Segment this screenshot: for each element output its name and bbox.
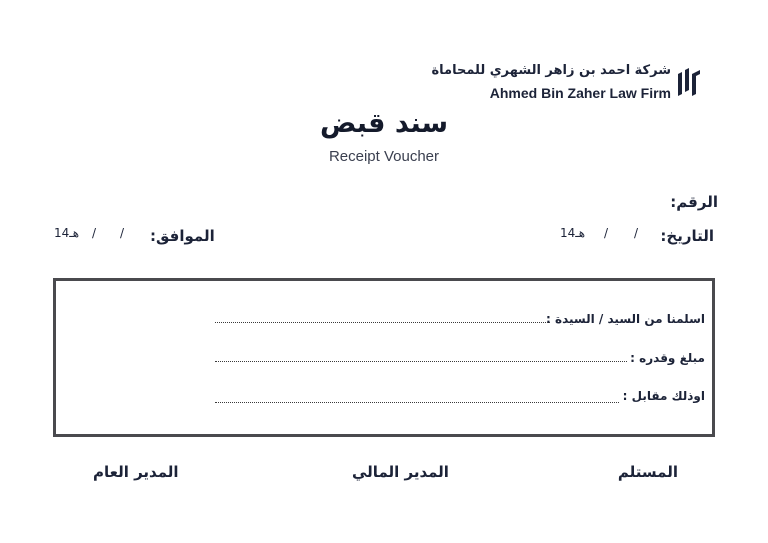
date-label: التاريخ: [660, 227, 714, 245]
received-from-line[interactable] [215, 322, 550, 323]
for-label: اوذلك مقابل : [622, 389, 705, 403]
voucher-title-english: Receipt Voucher [328, 148, 440, 165]
for-line[interactable] [215, 402, 619, 403]
receiver-signature-label: المستلم [617, 463, 678, 481]
general-manager-signature-label: المدير العام [93, 463, 179, 481]
number-label: الرقم: [670, 193, 718, 211]
received-from-label: اسلمنا من السيد / السيدة : [546, 312, 705, 326]
gregorian-date-label: الموافق: [150, 227, 215, 245]
amount-line[interactable] [215, 361, 627, 362]
voucher-title-arabic: سند قبض [319, 108, 449, 139]
law-firm-logo-icon [678, 68, 700, 98]
amount-label: مبلغ وقدره : [630, 351, 705, 365]
receipt-details-box [53, 278, 715, 437]
finance-manager-signature-label: المدير المالي [352, 463, 449, 481]
company-name-arabic: شركة احمد بن زاهر الشهري للمحاماة [431, 63, 671, 78]
company-name-english: Ahmed Bin Zaher Law Firm [489, 85, 671, 101]
